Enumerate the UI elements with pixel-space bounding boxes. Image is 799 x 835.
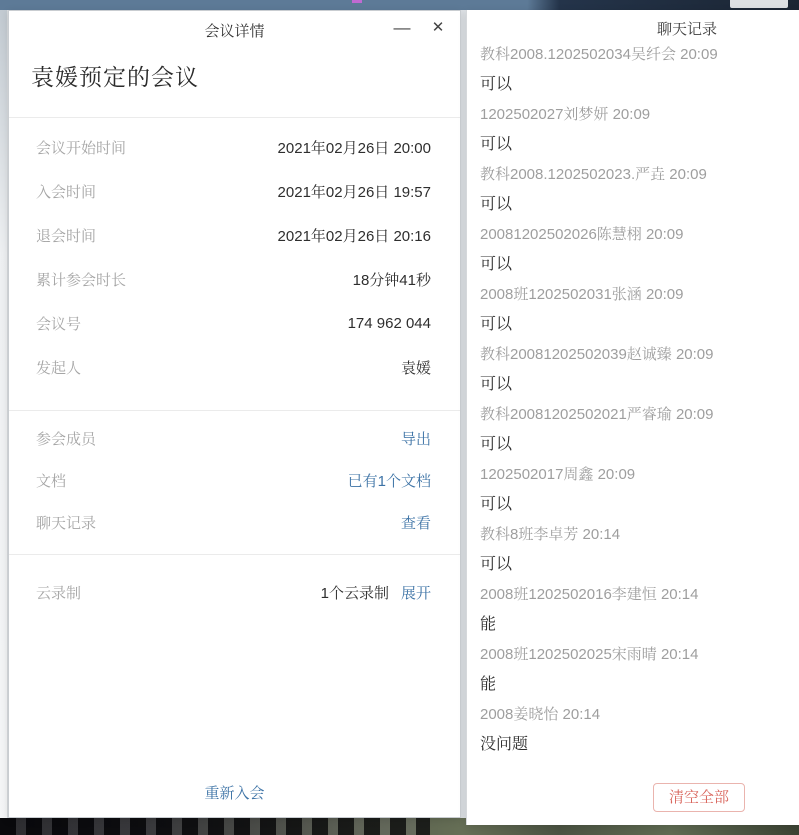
chat-message [480, 460, 799, 520]
message-sender: 教科20081202502039赵诚臻 20:09 [480, 346, 714, 363]
info-label: 入会时间 [36, 183, 97, 201]
chat-message [480, 700, 799, 760]
info-label: 发起人 [36, 359, 82, 377]
message-sender: 2008班1202502025宋雨晴 20:14 [480, 646, 699, 663]
expand-recording-link[interactable]: 展开 [400, 584, 431, 602]
recording-right [321, 582, 431, 603]
chat-message [480, 280, 799, 340]
chat-message-list [467, 40, 799, 760]
titlebar-accent-mark [352, 0, 362, 3]
message-content: 可以 [480, 496, 513, 513]
minimize-icon[interactable]: — [393, 18, 411, 37]
info-value: 174 962 044 [347, 314, 431, 332]
info-value: 2021年02月26日 19:57 [277, 183, 431, 201]
titlebar-tab [730, 0, 788, 8]
action-label: 聊天记录 [36, 514, 97, 532]
action-label: 参会成员 [36, 430, 97, 448]
meeting-info-list [9, 125, 460, 389]
cloud-recording-row [9, 571, 460, 613]
recording-label: 云录制 [36, 584, 82, 602]
chat-panel-title: 聊天记录 [657, 21, 718, 38]
message-content: 没问题 [480, 736, 529, 753]
chat-message [480, 580, 799, 640]
info-row [9, 345, 460, 389]
chat-message [480, 40, 799, 100]
message-content: 可以 [480, 436, 513, 453]
chat-panel-header [467, 10, 799, 40]
message-sender: 教科2008.1202502034吴纤会 20:09 [480, 46, 718, 63]
chat-message [480, 100, 799, 160]
clear-all-button[interactable]: 清空全部 [653, 783, 745, 812]
message-sender: 2008班1202502016李建恒 20:14 [480, 586, 699, 603]
info-row [9, 169, 460, 213]
message-content: 可以 [480, 136, 513, 153]
recording-count: 1个云录制 [320, 584, 389, 602]
info-value: 18分钟41秒 [352, 271, 431, 289]
action-row [9, 501, 460, 543]
rejoin-meeting-link[interactable]: 重新入会 [204, 785, 265, 802]
info-label: 会议开始时间 [36, 139, 127, 157]
chat-message [480, 400, 799, 460]
titlebar [9, 11, 460, 47]
message-content: 能 [480, 616, 497, 633]
info-value: 2021年02月26日 20:00 [277, 139, 431, 157]
message-sender: 2008班1202502031张涵 20:09 [480, 286, 684, 303]
window-left-edge [0, 10, 8, 818]
chat-message [480, 220, 799, 280]
window-title: 会议详情 [204, 23, 265, 40]
chat-message [480, 520, 799, 580]
chat-message [480, 160, 799, 220]
close-icon[interactable]: ✕ [431, 19, 445, 36]
desktop-wallpaper-streaks [0, 818, 430, 835]
message-content: 可以 [480, 376, 513, 393]
info-value: 2021年02月26日 20:16 [277, 227, 431, 245]
chat-message [480, 640, 799, 700]
chat-record-panel [466, 10, 799, 825]
info-row [9, 257, 460, 301]
message-content: 可以 [480, 556, 513, 573]
background-titlebar [0, 0, 799, 10]
message-sender: 1202502017周鑫 20:09 [480, 466, 636, 483]
info-row [9, 301, 460, 345]
message-content: 可以 [480, 196, 513, 213]
meeting-detail-window [8, 10, 461, 818]
info-value: 袁媛 [400, 359, 431, 377]
message-content: 可以 [480, 256, 513, 273]
action-link[interactable]: 查看 [400, 514, 431, 532]
info-row [9, 125, 460, 169]
message-content: 可以 [480, 316, 513, 333]
action-row [9, 459, 460, 501]
action-row [9, 417, 460, 459]
chat-message-scroll-area[interactable] [467, 40, 799, 770]
message-sender: 教科2008.1202502023.严垚 20:09 [480, 166, 707, 183]
info-row [9, 213, 460, 257]
meeting-action-list [9, 417, 460, 543]
message-sender: 教科8班李卓芳 20:14 [480, 526, 621, 543]
meeting-title: 袁媛预定的会议 [31, 64, 199, 90]
message-sender: 2008姜晓怡 20:14 [480, 706, 601, 723]
action-label: 文档 [36, 472, 67, 490]
message-sender: 20081202502026陈慧栩 20:09 [480, 226, 684, 243]
action-link[interactable]: 导出 [400, 430, 431, 448]
info-label: 会议号 [36, 315, 82, 333]
info-label: 累计参会时长 [36, 271, 127, 289]
chat-message [480, 340, 799, 400]
message-content: 能 [480, 676, 497, 693]
divider [9, 117, 460, 118]
divider [9, 554, 460, 555]
action-link[interactable]: 已有1个文档 [347, 472, 431, 490]
message-sender: 1202502027刘梦妍 20:09 [480, 106, 651, 123]
message-sender: 教科20081202502021严睿瑜 20:09 [480, 406, 714, 423]
message-content: 可以 [480, 76, 513, 93]
info-label: 退会时间 [36, 227, 97, 245]
divider [9, 410, 460, 411]
